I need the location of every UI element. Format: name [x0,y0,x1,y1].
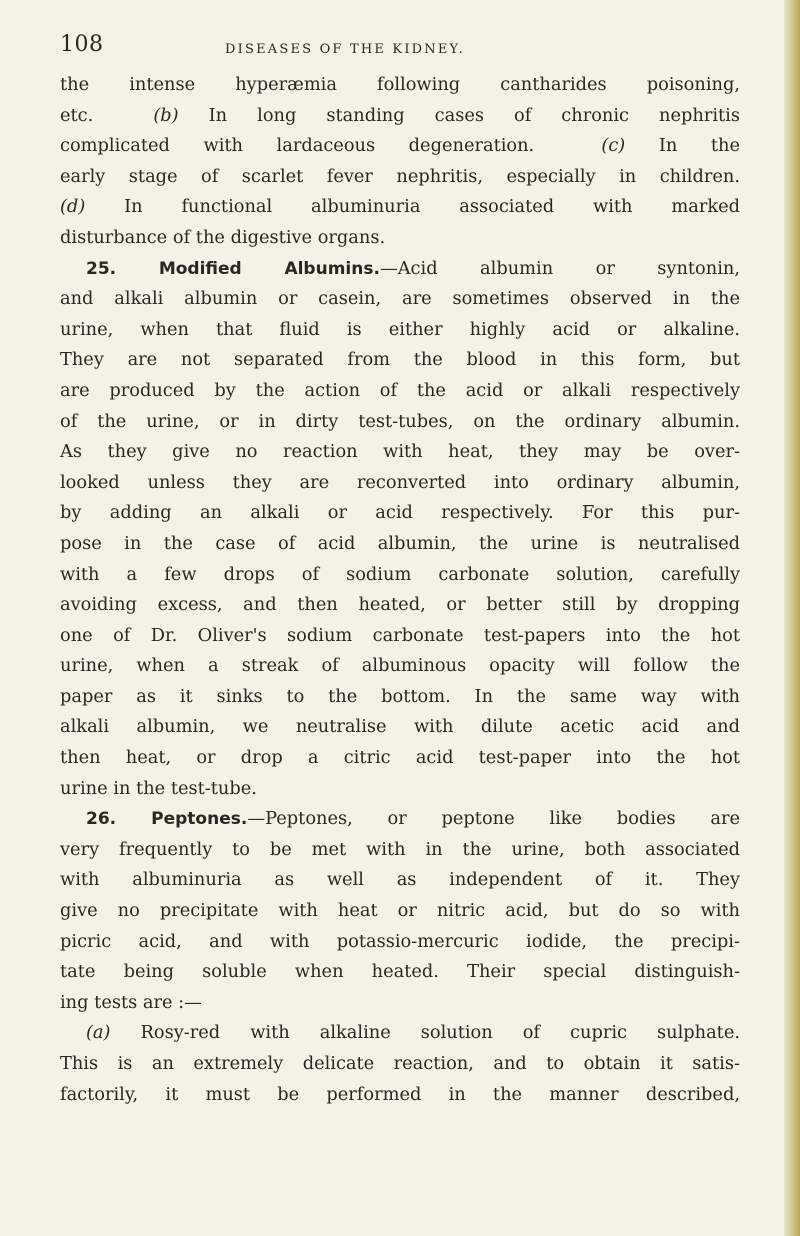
line-text: urine, when a streak of albuminous opacity will follow the [60,655,740,677]
page-number: 108 [60,32,104,57]
running-head: DISEASES OF THE KIDNEY. [225,42,465,57]
line-text: avoiding excess, and then heated, or better still by dropping [60,594,740,616]
line-text: —Acid albumin or syntonin, [379,257,740,279]
text-line [60,682,740,713]
text-line [60,743,740,774]
text-line [60,590,740,621]
text-line [60,529,740,560]
list-marker: (a) [86,1022,111,1044]
line-text: looked unless they are reconverted into ordinary albumin, [60,471,740,493]
line-text: the intense hyperæmia following cantharides poisoning, [60,74,740,95]
line-text: As they give no reaction with heat, they may be over- [60,441,740,463]
text-line [60,468,740,499]
text-line [60,407,740,438]
text-line [60,70,740,101]
line-text: then heat, or drop a citric acid test-paper into the hot [60,747,740,769]
section-heading-peptones: 26. Peptones. [86,809,248,830]
text-line [60,927,740,958]
book-page [60,30,740,1110]
list-marker: (b) [153,104,179,126]
line-text: by adding an alkali or acid respectively. For this pur- [60,502,740,524]
text-line [60,101,740,132]
paragraph-peptones [60,804,740,1018]
text-line [60,988,740,1019]
line-text: early stage of scarlet fever nephritis, especially in children. [60,165,740,187]
text-line [60,896,740,927]
paragraph-causes [60,70,740,254]
line-text: —Peptones, or peptone like bodies are [247,808,740,830]
text-line [60,437,740,468]
line-text: They are not separated from the blood in this form, but [60,349,740,371]
line-text: of the urine, or in dirty test-tubes, on the ordinary albumin. [60,410,740,432]
text-line [60,254,740,285]
text-line [60,560,740,591]
text-line [60,131,740,162]
text-line [60,835,740,866]
line-text: etc. [60,104,94,126]
paragraph-test-a [60,1018,740,1110]
line-text: pose in the case of acid albumin, the urine is neutralised [60,532,740,554]
line-text: very frequently to be met with in the urine, both associated [60,838,740,860]
line-text: disturbance of the digestive organs. [60,226,386,248]
line-text: picric acid, and with potassio-mercuric iodide, the precipi- [60,930,740,952]
line-text: with albuminuria as well as independent of it. They [60,869,740,891]
text-line [60,804,740,835]
line-text: and alkali albumin or casein, are sometimes observed in the [60,288,740,310]
text-line [60,376,740,407]
text-line [60,712,740,743]
line-text: urine, when that fluid is either highly acid or alkaline. [60,318,740,340]
text-line [60,345,740,376]
text-line [60,1018,740,1049]
text-line [60,1080,740,1111]
text-line [60,498,740,529]
line-text: factorily, it must be performed in the manner described, [60,1083,740,1105]
line-text: alkali albumin, we neutralise with dilute acetic acid and [60,716,740,738]
section-heading-modified-albumins: 25. Modified Albumins. [86,258,380,279]
text-line [60,957,740,988]
line-text: urine in the test-tube. [60,777,257,799]
text-line [60,1049,740,1080]
line-text: tate being soluble when heated. Their special distinguish- [60,961,740,983]
line-text: paper as it sinks to the bottom. In the same way with [60,685,740,707]
text-line [60,621,740,652]
line-text: Rosy-red with alkaline solution of cupric sulphate. [140,1022,741,1044]
list-marker: (d) [60,196,86,218]
line-text: complicated with lardaceous degeneration. [60,135,535,157]
paragraph-modified-albumins [60,254,740,805]
line-text: with a few drops of sodium carbonate solution, carefully [60,563,740,585]
text-line [60,774,740,805]
line-text: This is an extremely delicate reaction, and to obtain it satis- [60,1053,740,1074]
text-line [60,192,740,223]
text-line [60,162,740,193]
line-text: are produced by the action of the acid or alkali respectively [60,379,740,401]
page-edge-shadow [784,0,800,1236]
line-text: give no precipitate with heat or nitric acid, but do so with [60,900,740,922]
line-text: In functional albuminuria associated with marked [124,196,741,218]
text-line [60,651,740,682]
list-marker: (c) [601,135,626,157]
line-text: ing tests are :— [60,991,202,1013]
page-header [60,30,740,70]
line-text: In long standing cases of chronic nephritis [208,104,740,126]
line-text: one of Dr. Oliver's sodium carbonate test-papers into the hot [60,624,740,646]
line-text: In the [658,135,741,157]
text-line [60,315,740,346]
text-line [60,223,740,254]
text-line [60,284,740,315]
text-line [60,865,740,896]
